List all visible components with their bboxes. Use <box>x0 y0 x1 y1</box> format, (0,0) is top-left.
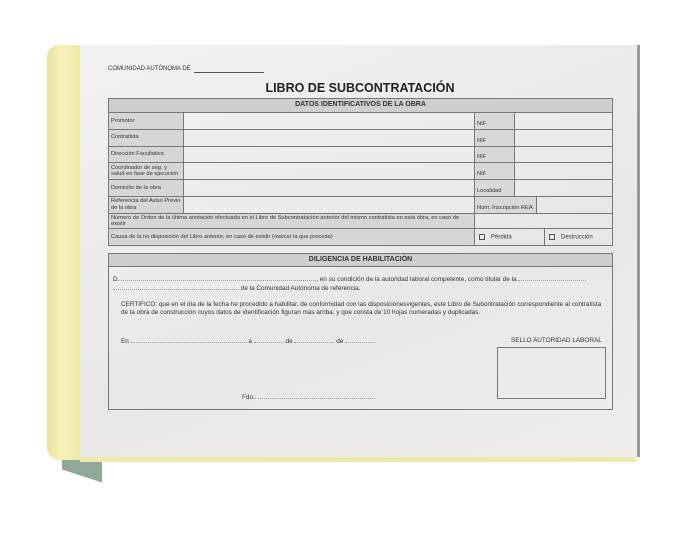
side-field[interactable] <box>515 163 612 179</box>
fdo-line <box>242 393 375 402</box>
row-label: Coordinador de seg. y salud en fase de ejecución <box>109 163 184 179</box>
row-field[interactable] <box>184 147 475 163</box>
side-label: NIF <box>475 147 515 163</box>
comunidad-text: de la Comunidad Autónoma de referencia. <box>240 285 361 292</box>
destruccion-option[interactable] <box>545 229 612 245</box>
region-blank[interactable] <box>194 72 264 73</box>
side-field[interactable] <box>515 147 612 163</box>
condicion-text: , en su condición de la autoridad laboral competente, como titular de la <box>316 276 517 283</box>
de-label: de <box>285 338 293 345</box>
signature-blank[interactable] <box>258 393 375 399</box>
datos-row <box>109 179 612 196</box>
book-binding <box>47 45 83 460</box>
name-blank[interactable] <box>121 275 316 281</box>
certifico-text: CERTIFICO: que en el día de la fecha he procedido a habilitar, de conformidad con las disposicionesvigentes, este Libro de Subontratación correspondiente al contratista de la obra de construcción cuyos datos de identificación figuran más arriba, y que consta de 10 hojas numeradas y duplicadas. <box>121 301 602 316</box>
row-field[interactable] <box>184 130 475 146</box>
comunidad-blank[interactable] <box>113 284 239 290</box>
side-label: NIF <box>475 130 515 146</box>
comunidad-line <box>113 284 361 293</box>
side-field[interactable] <box>515 113 612 129</box>
orden-label: Número de Orden de la última anotación efectuada en el Libro de Subcontratación anterior del mismo contratista en esta obra, en caso de existir <box>109 214 475 229</box>
orden-field[interactable] <box>475 214 612 229</box>
row-label: Promotor <box>109 113 184 129</box>
causa-row <box>109 228 612 245</box>
datos-row <box>109 196 612 213</box>
row-label: Referencia del Aviso Previo de la obra <box>109 197 184 213</box>
row-label: Domicilio de la obra <box>109 180 184 196</box>
datos-heading: DATOS IDENTIFICATIVOS DE LA OBRA <box>109 99 612 112</box>
document-title: LIBRO DE SUBCONTRATACIÓN <box>265 81 455 95</box>
datos-row <box>109 112 612 129</box>
form-page <box>80 45 640 457</box>
sello-box <box>497 347 606 399</box>
datos-row <box>109 129 612 146</box>
orden-row <box>109 213 612 229</box>
de-label: de <box>336 338 344 345</box>
diligencia-box <box>108 253 613 410</box>
datos-table <box>108 98 613 246</box>
checkbox-icon[interactable] <box>479 234 485 240</box>
year-blank[interactable] <box>345 337 375 343</box>
region-label: COMUNIDAD AUTÓNOMA DE <box>108 66 191 72</box>
month-blank[interactable] <box>294 337 334 343</box>
diligencia-heading: DILIGENCIA DE HABILITACIÓN <box>109 254 612 267</box>
titular-blank[interactable] <box>518 275 586 281</box>
perdida-label: Pérdida <box>491 234 512 241</box>
destruccion-label: Destrucción <box>561 234 593 241</box>
fdo-label: Fdo.: <box>242 394 257 401</box>
a-label: a <box>248 338 252 345</box>
side-label: Localidad <box>475 180 515 196</box>
side-field[interactable] <box>537 197 612 213</box>
datos-row <box>109 146 612 163</box>
day-blank[interactable] <box>254 337 284 343</box>
row-field[interactable] <box>184 180 475 196</box>
place-blank[interactable] <box>131 337 247 343</box>
side-label: NIF <box>475 163 515 179</box>
datos-row <box>109 162 612 179</box>
row-field[interactable] <box>184 113 475 129</box>
row-field[interactable] <box>184 197 475 213</box>
row-label: Contratista <box>109 130 184 146</box>
causa-label: Causa de la no disposición del Libro anterior, en caso de existir (marcar la que proceda) <box>109 229 475 245</box>
side-label: Núm. Inscripción REA <box>475 197 537 213</box>
side-field[interactable] <box>515 180 612 196</box>
side-label: NIF <box>475 113 515 129</box>
date-line <box>121 337 375 346</box>
row-label: Dirección Facultativa <box>109 147 184 163</box>
sello-label: SELLO AUTORIDAD LABORAL <box>511 337 602 344</box>
en-label: En <box>121 338 129 345</box>
row-field[interactable] <box>184 163 475 179</box>
perdida-option[interactable] <box>475 229 545 245</box>
checkbox-icon[interactable] <box>549 234 555 240</box>
d-label: D. <box>113 276 120 283</box>
titular-line <box>113 275 608 284</box>
side-field[interactable] <box>515 130 612 146</box>
region-line <box>108 66 191 73</box>
